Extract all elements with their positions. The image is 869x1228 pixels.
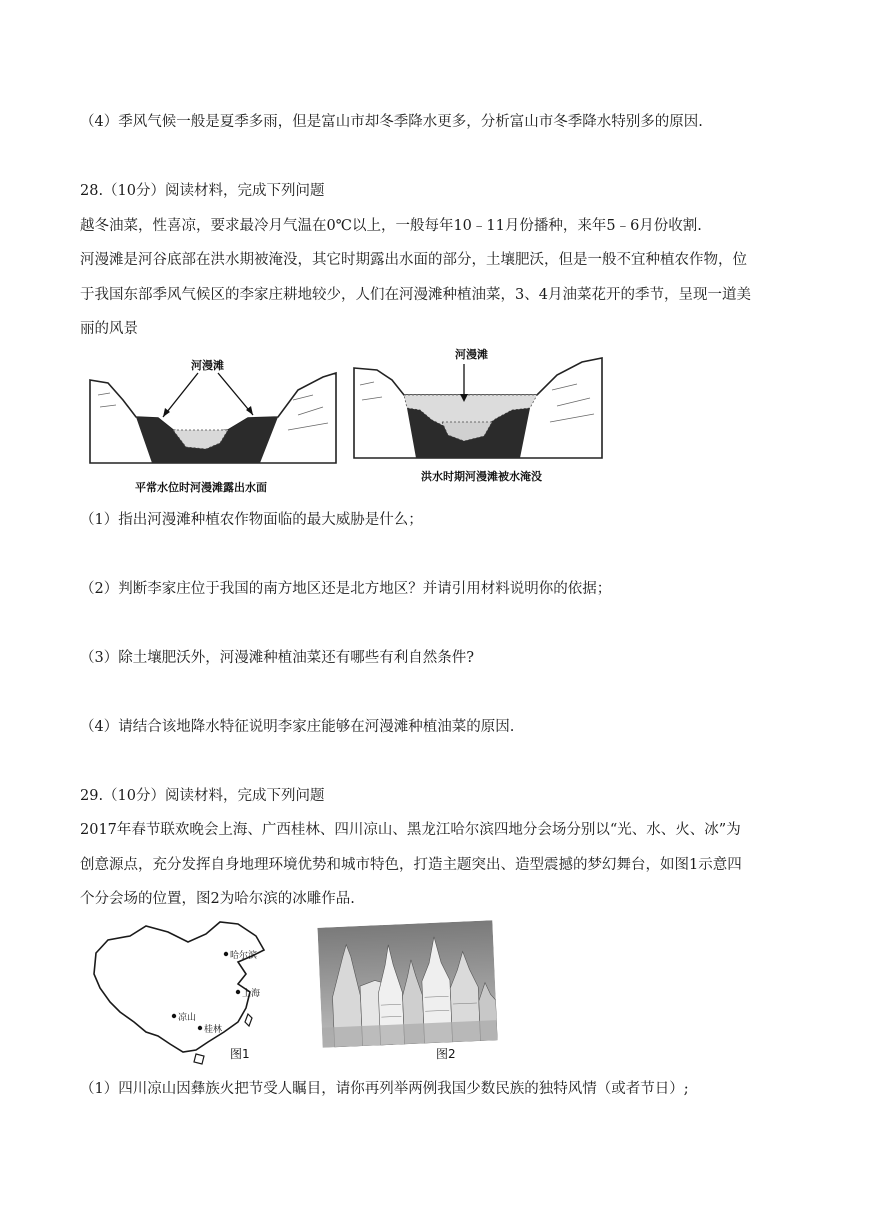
fig2-caption: 图2 [436,1047,456,1061]
ice-sculpture-photo [317,920,497,1048]
fig1-caption: 图1 [230,1047,250,1061]
q29-header: 29.（10分）阅读材料，完成下列问题 [80,788,325,804]
floodplain-normal-figure [88,345,338,470]
q28-paragraph-1: 越冬油菜，性喜凉，要求最冷月气温在0℃以上，一般每年10﹣11月份播种，来年5﹣6月份收割. [80,218,702,234]
q29-sub1: （1）四川凉山因彝族火把节受人瞩目，请你再列举两例我国少数民族的独特风情（或者节日）; [80,1081,689,1097]
map-label-liangshan: 凉山 [178,1013,197,1023]
floodplain-label-right: 河漫滩 [455,348,488,361]
floodplain-flood-figure [352,340,604,465]
q29-paragraph-line-3: 个分会场的位置，图2为哈尔滨的冰雕作品. [80,891,355,907]
q28-paragraph-2-line-3: 丽的风景 [80,321,138,337]
q28-sub2: （2）判断李家庄位于我国的南方地区还是北方地区？并请引用材料说明你的依据； [80,581,612,597]
q29-paragraph-line-2: 创意源点，充分发挥自身地理环境优势和城市特色，打造主题突出、造型震撼的梦幻舞台，如图1示意四 [80,857,742,873]
q28-paragraph-2-line-1: 河漫滩是河谷底部在洪水期被淹没，其它时期露出水面的部分，土壤肥沃，但是一般不宜种植农作物，位 [80,252,747,268]
q28-sub1: （1）指出河漫滩种植农作物面临的最大威胁是什么； [80,512,423,528]
q27-sub4: （4）季风气候一般是夏季多雨，但是富山市却冬季降水更多，分析富山市冬季降水特别多的原因. [80,114,703,130]
q28-sub3: （3）除土壤肥沃外，河漫滩种植油菜还有哪些有利自然条件? [80,650,474,666]
q28-sub4: （4）请结合该地降水特征说明李家庄能够在河漫滩种植油菜的原因. [80,719,515,735]
map-label-harbin: 哈尔滨 [230,951,258,961]
floodplain-label-left: 河漫滩 [191,359,224,372]
q29-paragraph-line-1: 2017年春节联欢晚会上海、广西桂林、四川凉山、黑龙江哈尔滨四地分会场分别以“光、水、火、冰”为 [80,822,741,838]
q28-header: 28.（10分）阅读材料，完成下列问题 [80,183,325,199]
floodplain-flood-caption: 洪水时期河漫滩被水淹没 [421,470,542,483]
map-label-shanghai: 上海 [242,989,261,999]
q28-paragraph-2-line-2: 于我国东部季风气候区的李家庄耕地较少，人们在河漫滩种植油菜，3、4月油菜花开的季节，呈现一道美 [80,287,751,303]
map-label-guilin: 桂林 [204,1025,223,1035]
floodplain-normal-caption: 平常水位时河漫滩露出水面 [135,481,267,494]
